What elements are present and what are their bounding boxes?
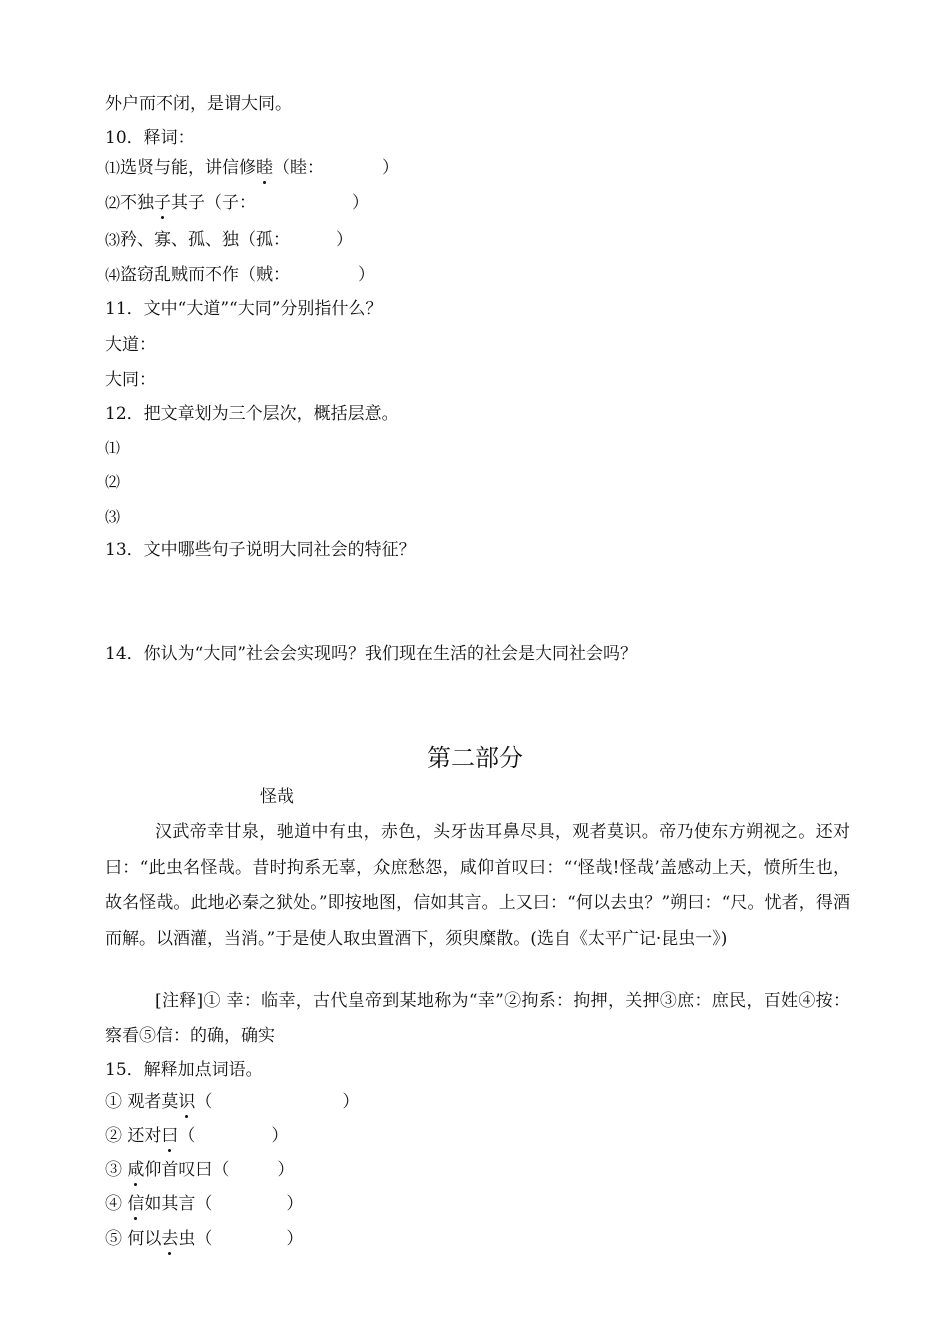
close-paren: ） xyxy=(286,1229,304,1249)
dotted-char: 咸 xyxy=(127,1160,145,1180)
close-paren: ） xyxy=(277,1160,295,1180)
q15-item-5 xyxy=(105,1228,303,1250)
q10-item-4 xyxy=(105,264,375,286)
q10-item-3 xyxy=(105,229,353,251)
q13-title: 13．文中哪些句子说明大同社会的特征？ xyxy=(105,540,416,560)
item-number: ⑵ xyxy=(105,194,121,212)
section-heading: 第二部分 xyxy=(427,744,523,772)
close-paren: ） xyxy=(336,230,354,250)
q10-item-1 xyxy=(105,157,399,179)
q15-item-3 xyxy=(105,1159,294,1181)
item-number: ⑶ xyxy=(105,231,121,249)
item-text-post: 虫（ xyxy=(178,1229,213,1249)
q12-title: 12．把文章划为三个层次，概括层意。 xyxy=(105,404,399,424)
item-text: 观者莫 xyxy=(127,1092,179,1112)
annotation-notes: [注释]① 幸：临幸，古代皇帝到某地称为“幸”②拘系：拘押，关押③庶：庶民，百姓④按：察看⑤信：的确，确实 xyxy=(105,991,850,1046)
item-text-post: 如其言（ xyxy=(144,1194,213,1214)
item-text-post: 其子（子： xyxy=(171,193,257,213)
item-number: ⑤ xyxy=(105,1229,122,1249)
dotted-char: 去 xyxy=(161,1229,179,1249)
item-number: ② xyxy=(105,1126,122,1146)
dotted-char: 识 xyxy=(178,1092,196,1112)
q10-item-2 xyxy=(105,192,369,214)
item-text: 盗窃乱贼而不作（贼： xyxy=(120,265,291,285)
q15-item-2 xyxy=(105,1125,288,1147)
passage-continuation: 外户而不闭，是谓大同。 xyxy=(105,94,292,114)
close-paren: ） xyxy=(352,193,370,213)
item-text-post: （睦： xyxy=(273,158,325,178)
q12-layer-2: ⑵ xyxy=(105,473,121,491)
close-paren: ） xyxy=(342,1092,360,1112)
q11-answer-datong: 大同： xyxy=(105,370,156,390)
story-title: 怪哉 xyxy=(260,787,294,807)
q10-title: 10．释词： xyxy=(105,128,195,148)
item-text: 还对 xyxy=(127,1126,162,1146)
item-number: ③ xyxy=(105,1160,122,1180)
item-text: 矜、寡、孤、独（孤： xyxy=(120,230,291,250)
classical-passage: 汉武帝幸甘泉，驰道中有虫，赤色，头牙齿耳鼻尽具，观者莫识。帝乃使东方朔视之。还对曰：“此虫名怪哉。昔时拘系无辜，众庶愁怨，咸仰首叹曰：“‘怪哉!怪哉’盖感动上天，愤所生也，故名怪哉。此地必秦之狱处。”即按地图，信如其言。上又曰：“何以去虫？”朔曰：“尺。忧者，得酒而解。以酒灌，当消。”于是使人取虫置酒下，须臾糜散。(选自《太平广记·昆虫一》) xyxy=(105,822,850,949)
dotted-char: 睦 xyxy=(256,158,274,178)
q14-title: 14．你认为“大同”社会会实现吗？我们现在生活的社会是大同社会吗？ xyxy=(105,644,638,664)
item-number: ④ xyxy=(105,1194,122,1214)
q11-title: 11．文中“大道”“大同”分别指什么？ xyxy=(105,299,383,319)
q12-layer-1: ⑴ xyxy=(105,439,121,457)
item-number: ⑴ xyxy=(105,159,121,177)
item-text-post: （ xyxy=(195,1092,213,1112)
close-paren: ） xyxy=(286,1194,304,1214)
item-text: 不独 xyxy=(120,193,155,213)
close-paren: ） xyxy=(382,158,400,178)
q15-title: 15．解释加点词语。 xyxy=(105,1060,263,1080)
item-text-post: （ xyxy=(178,1126,196,1146)
q15-item-4 xyxy=(105,1193,303,1215)
item-text: 选贤与能，讲信修 xyxy=(120,158,257,178)
dotted-char: 子 xyxy=(154,193,172,213)
q11-answer-dadao: 大道： xyxy=(105,335,156,355)
close-paren: ） xyxy=(271,1126,289,1146)
dotted-char: 信 xyxy=(127,1194,145,1214)
dotted-char: 曰 xyxy=(161,1126,179,1146)
item-text-post: 仰首叹曰（ xyxy=(144,1160,230,1180)
item-number: ⑷ xyxy=(105,266,121,284)
close-paren: ） xyxy=(358,265,376,285)
item-number: ① xyxy=(105,1092,122,1112)
q15-item-1 xyxy=(105,1091,359,1113)
item-text: 何以 xyxy=(127,1229,162,1249)
q12-layer-3: ⑶ xyxy=(105,508,121,526)
